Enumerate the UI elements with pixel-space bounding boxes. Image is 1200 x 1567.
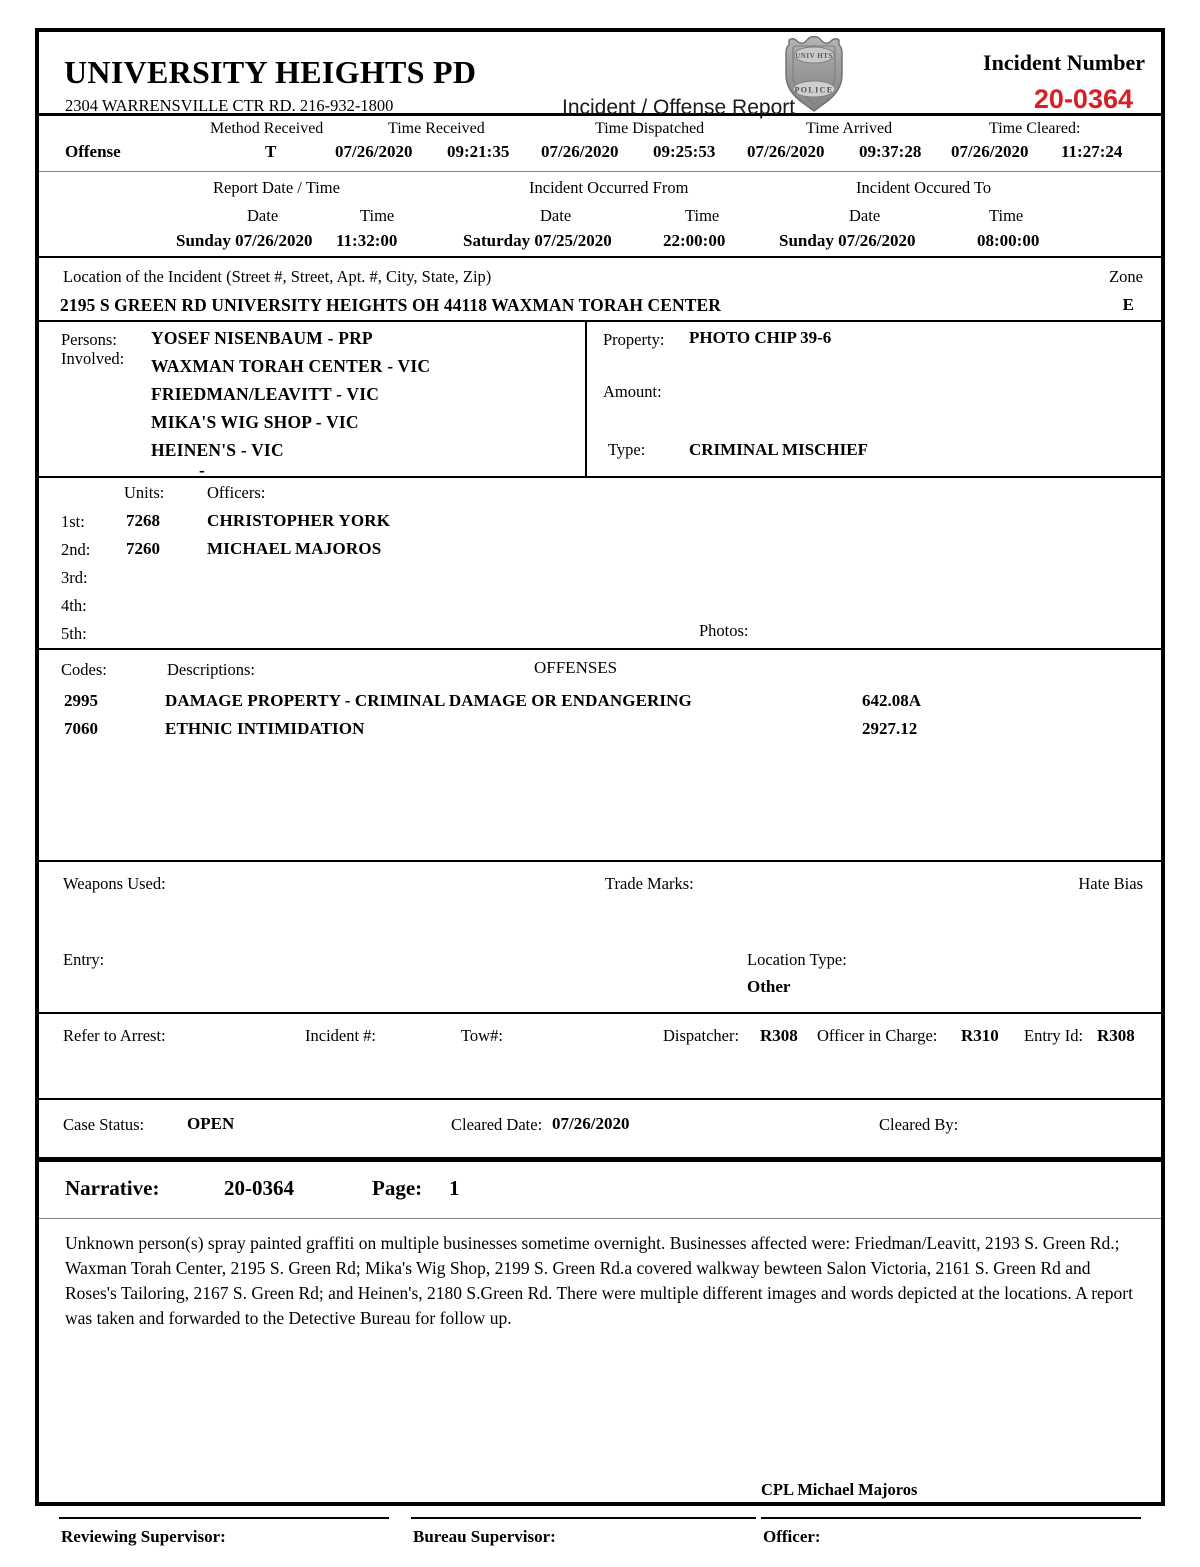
case-status-band [39,1100,1161,1157]
report-date-group-label: Report Date / Time [213,178,340,197]
dispatcher-value: R308 [760,1026,798,1045]
unit-ordinal-2: 2nd: [61,540,91,559]
persons-property-band [39,322,1161,480]
unit-number-1: 7268 [126,511,160,530]
time-cleared-time: 11:27:24 [1061,142,1123,161]
entry-label: Entry: [63,950,105,969]
incident-report-page [35,28,1165,1546]
to-date-value: Sunday 07/26/2020 [779,231,916,250]
report-time-value: 11:32:00 [336,231,398,250]
time-received-time: 09:21:35 [447,142,510,161]
unit-ordinal-5: 5th: [61,624,87,643]
location-label: Location of the Incident (Street #, Street, Apt. #, City, State, Zip) [63,267,492,286]
type-label: Type: [608,440,646,459]
from-date-label: Date [540,206,572,225]
time-cleared-date: 07/26/2020 [951,142,1029,161]
units-officers-band [39,478,1161,648]
trade-marks-label: Trade Marks: [605,874,694,893]
offense-statute: 642.08A [862,691,922,710]
offense-label: Offense [65,142,121,161]
department-name: UNIVERSITY HEIGHTS PD [64,54,477,90]
codes-label: Codes: [61,660,107,679]
method-received-label: Method Received [210,120,324,137]
person-entry: HEINEN'S - VIC [151,440,284,460]
narrative-header [39,1162,1161,1218]
person-entry: FRIEDMAN/LEAVITT - VIC [151,384,380,404]
svg-text:POLICE: POLICE [794,85,834,95]
narrative-page-value: 1 [449,1176,460,1200]
report-header [39,32,1161,119]
report-title: Incident / Offense Report [562,96,796,119]
location-type-value: Other [747,977,791,996]
cleared-by-label: Cleared By: [879,1115,959,1134]
time-cleared-label: Time Cleared: [989,120,1081,137]
method-received-value: T [265,142,277,161]
narrative-label: Narrative: [65,1176,160,1200]
unit-ordinal-1: 1st: [61,512,85,531]
location-type-label: Location Type: [747,950,847,969]
report-date-label: Date [247,206,279,225]
unit-ordinal-4: 4th: [61,596,87,615]
bureau-supervisor-rule [411,1517,756,1519]
incident-num-label: Incident #: [305,1026,377,1045]
narrative-text: Unknown person(s) spray painted graffiti on multiple businesses sometime overnight. Businesses affected were: Friedman/Leavitt, 2193 S. Green Rd.; Waxman Torah Center, 2195 S. Green Rd; Mika's Wig Shop, 2199 S. Green Rd.a covered walkway bewteen Salon Victoria, 2161 S. Green Rd and Roses's Tailoring, 2167 S. Green Rd; and Heinen's, 2180 S.Green Rd. There were multiple different images and words depicted at the locations. A report was taken and forwarded to the Detective Bureau for follow up. [65,1233,1133,1328]
to-date-label: Date [849,206,881,225]
narrative-body [39,1219,1161,1469]
officer-name-1: CHRISTOPHER YORK [207,511,391,530]
narrative-page-label: Page: [372,1176,423,1200]
incident-number-value: 20-0364 [1033,84,1133,114]
date-band [39,172,1161,256]
time-received-date: 07/26/2020 [335,142,413,161]
officer-in-charge-label: Officer in Charge: [817,1026,938,1045]
offenses-band [39,650,1161,860]
bureau-supervisor-label: Bureau Supervisor: [413,1527,556,1546]
refer-to-arrest-label: Refer to Arrest: [63,1026,166,1045]
svg-text:UNIV HTS: UNIV HTS [795,52,833,60]
officers-label: Officers: [207,483,266,502]
weapons-entry-band [39,862,1161,1012]
offense-description: ETHNIC INTIMIDATION [165,719,365,738]
offense-code: 7060 [64,719,98,738]
from-time-label: Time [685,206,720,225]
offense-statute: 2927.12 [862,719,918,738]
tow-label: Tow#: [461,1026,503,1045]
department-address: 2304 WARRENSVILLE CTR RD. 216-932-1800 [65,96,394,115]
from-time-value: 22:00:00 [663,231,726,250]
zone-value: E [1122,295,1134,314]
police-badge-icon [779,35,849,111]
officer-in-charge-value: R310 [961,1026,999,1045]
incident-number-label: Incident Number [983,50,1145,75]
weapons-used-label: Weapons Used: [63,874,166,893]
officer-label: Officer: [763,1527,821,1546]
time-arrived-label: Time Arrived [806,120,893,137]
cleared-date-value: 07/26/2020 [552,1114,630,1133]
location-address: 2195 S GREEN RD UNIVERSITY HEIGHTS OH 44118 WAXMAN TORAH CENTER [60,295,722,315]
descriptions-label: Descriptions: [167,660,255,679]
property-value: PHOTO CHIP 39-6 [689,328,832,347]
persons-label-line2: Involved: [61,349,125,368]
persons-label-line1: Persons: [61,330,117,349]
incident-from-group-label: Incident Occurred From [529,178,689,197]
offense-description: DAMAGE PROPERTY - CRIMINAL DAMAGE OR ENDANGERING [165,691,692,710]
zone-label: Zone [1109,267,1143,286]
amount-label: Amount: [603,382,662,401]
report-date-value: Sunday 07/26/2020 [176,231,313,250]
unit-number-2: 7260 [126,539,160,558]
signature-band [39,1469,1161,1567]
narrative-incident-number: 20-0364 [224,1176,294,1200]
report-time-label: Time [360,206,395,225]
reviewing-supervisor-rule [59,1517,389,1519]
time-band [39,116,1161,171]
officer-signature-name: CPL Michael Majoros [761,1480,918,1499]
case-status-label: Case Status: [63,1115,145,1134]
units-label: Units: [124,483,165,502]
person-entry: WAXMAN TORAH CENTER - VIC [151,356,431,376]
to-time-label: Time [989,206,1024,225]
arrest-band [39,1014,1161,1098]
from-date-value: Saturday 07/25/2020 [463,231,612,250]
person-entry: MIKA'S WIG SHOP - VIC [151,412,359,432]
entry-id-value: R308 [1097,1026,1135,1045]
time-dispatched-label: Time Dispatched [595,120,705,137]
location-band [39,258,1161,320]
dispatcher-label: Dispatcher: [663,1026,740,1045]
person-entry: - [199,460,206,480]
time-dispatched-date: 07/26/2020 [541,142,619,161]
persons-property-divider [585,322,587,476]
person-entry: YOSEF NISENBAUM - PRP [151,328,373,348]
unit-ordinal-3: 3rd: [61,568,88,587]
reviewing-supervisor-label: Reviewing Supervisor: [61,1527,226,1546]
type-value: CRIMINAL MISCHIEF [689,440,868,459]
officer-rule [761,1517,1141,1519]
incident-to-group-label: Incident Occured To [856,178,992,197]
property-label: Property: [603,330,665,349]
time-arrived-date: 07/26/2020 [747,142,825,161]
offenses-section-title: OFFENSES [534,658,618,677]
cleared-date-label: Cleared Date: [451,1115,543,1134]
officer-name-2: MICHAEL MAJOROS [207,539,382,558]
hate-bias-label: Hate Bias [1078,874,1143,893]
entry-id-label: Entry Id: [1024,1026,1084,1045]
offense-code: 2995 [64,691,98,710]
time-dispatched-time: 09:25:53 [653,142,716,161]
case-status-value: OPEN [187,1114,235,1133]
time-arrived-time: 09:37:28 [859,142,922,161]
time-received-label: Time Received [388,120,485,137]
to-time-value: 08:00:00 [977,231,1040,250]
photos-label: Photos: [699,621,749,640]
